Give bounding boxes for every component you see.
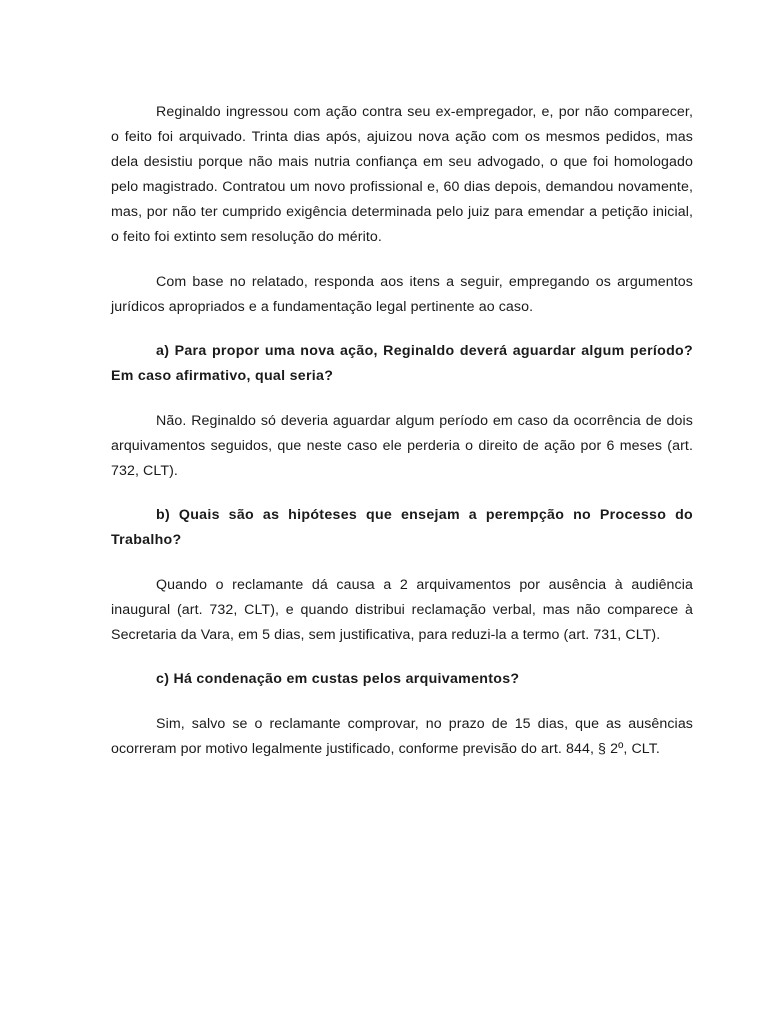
answer-a: Não. Reginaldo só deveria aguardar algum período em caso da ocorrência de dois arquivamentos seguidos, que neste caso ele perderia o direito de ação por 6 meses (art. 732, CLT). xyxy=(111,412,693,479)
paragraph-spacer xyxy=(111,553,693,573)
answer-c: Sim, salvo se o reclamante comprovar, no prazo de 15 dias, que as ausências ocorreram por motivo legalmente justificado, conforme previsão do art. 844, § 2º, CLT. xyxy=(111,715,693,757)
paragraph-spacer xyxy=(111,250,693,270)
question-b: b) Quais são as hipóteses que ensejam a perempção no Processo do Trabalho? xyxy=(111,507,693,548)
question-c: c) Há condenação em custas pelos arquivamentos? xyxy=(156,671,520,687)
case-paragraph: Reginaldo ingressou com ação contra seu ex-empregador, e, por não comparecer, o feito foi arquivado. Trinta dias após, ajuizou nova ação com os mesmos pedidos, mas dela desistiu porque não mais nutria confiança em seu advogado, o que foi homologado pelo magistrado. Contratou um novo profissional e, 60 dias depois, demandou novamente, mas, por não ter cumprido exigência determinada pelo juiz para emendar a petição inicial, o feito foi extinto sem resolução do mérito. xyxy=(111,104,693,245)
answer-b: Quando o reclamante dá causa a 2 arquivamentos por ausência à audiência inaugural (art. 732, CLT), e quando distribui reclamação verbal, mas não comparece à Secretaria da Vara, em 5 dias, sem justificativa, para reduzi-la a termo (art. 731, CLT). xyxy=(111,576,693,643)
paragraph-spacer xyxy=(111,389,693,409)
instruction-paragraph: Com base no relatado, responda aos itens a seguir, empregando os argumentos jurídicos apropriados e a fundamentação legal pertinente ao caso. xyxy=(111,273,693,315)
paragraph-spacer xyxy=(111,692,693,712)
paragraph-spacer xyxy=(111,484,693,504)
paragraph-spacer xyxy=(111,648,693,668)
document-page xyxy=(111,100,693,762)
question-a: a) Para propor uma nova ação, Reginaldo deverá aguardar algum período? Em caso afirmativo, qual seria? xyxy=(111,343,693,384)
paragraph-spacer xyxy=(111,320,693,340)
